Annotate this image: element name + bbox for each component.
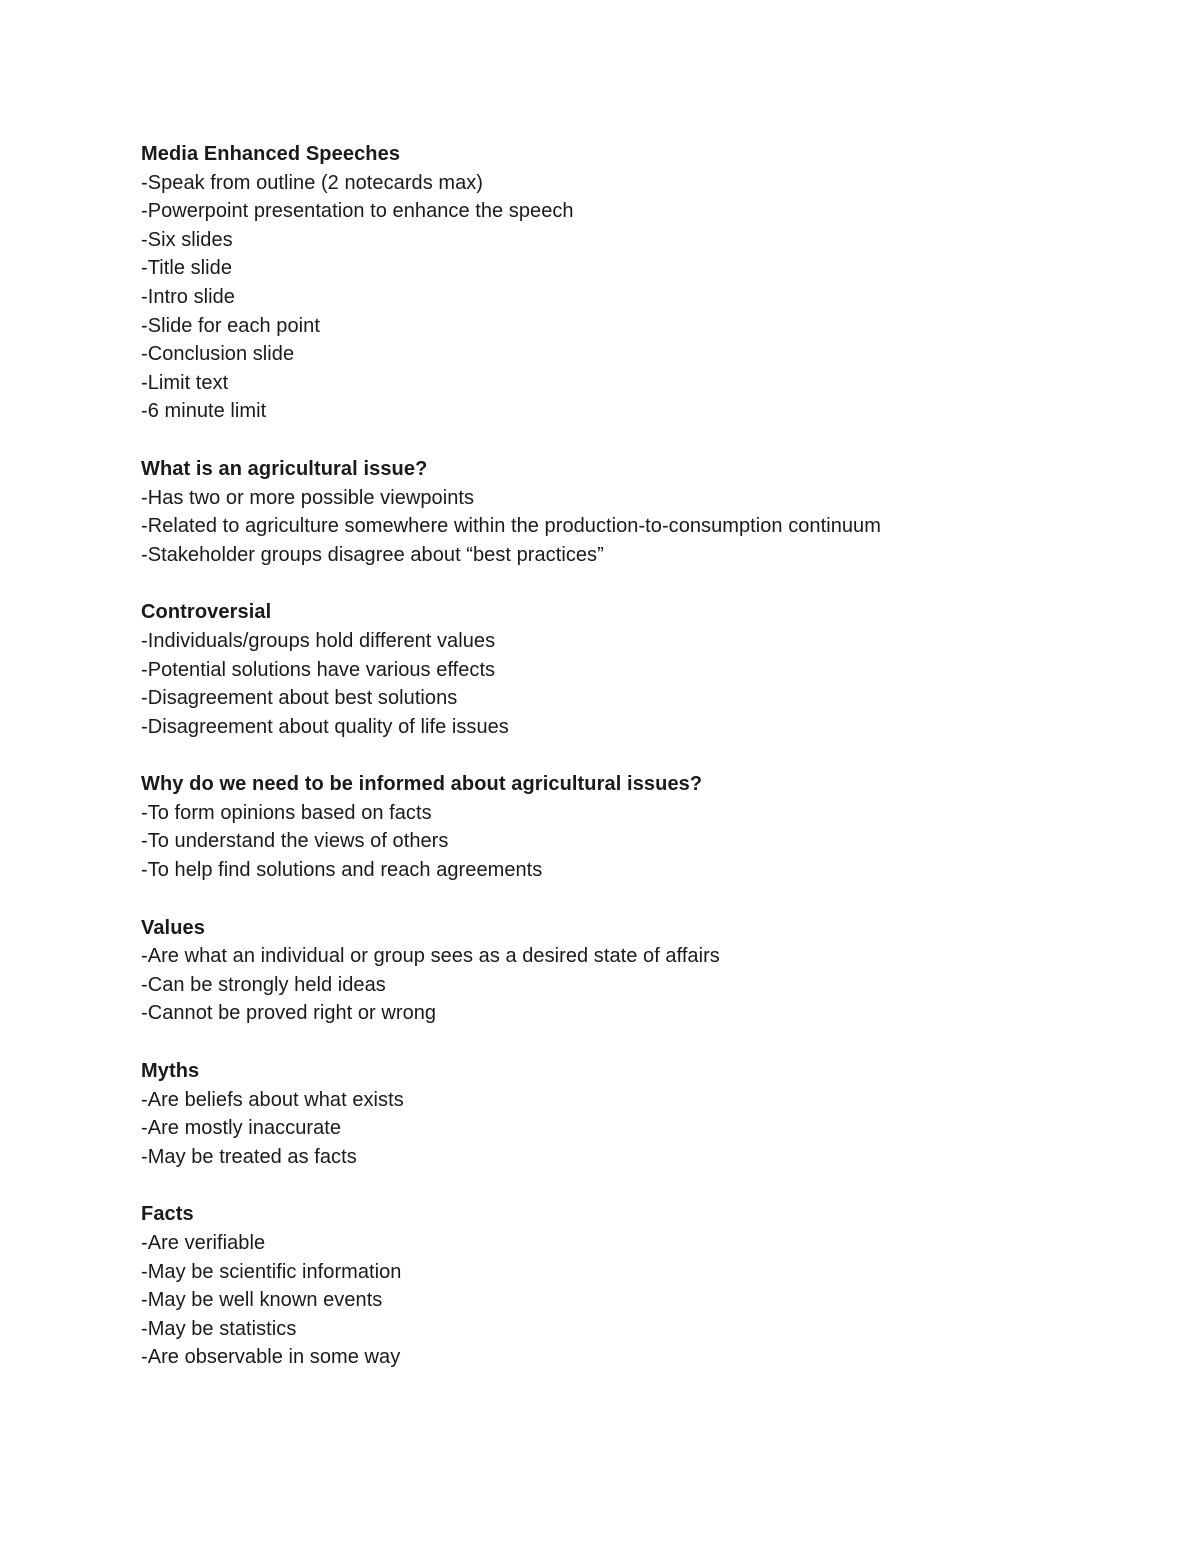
list-item: -May be well known events bbox=[141, 1289, 383, 1312]
list-item: -Speak from outline (2 notecards max) bbox=[141, 171, 483, 194]
list-item: -Powerpoint presentation to enhance the speech bbox=[141, 200, 574, 223]
list-item: -Can be strongly held ideas bbox=[141, 973, 386, 996]
list-item: -To help find solutions and reach agreements bbox=[141, 859, 543, 882]
list-item: -Potential solutions have various effects bbox=[141, 658, 496, 681]
section-heading: Values bbox=[141, 916, 205, 939]
list-item: -Title slide bbox=[141, 257, 232, 280]
list-item: -To form opinions based on facts bbox=[141, 801, 432, 824]
section-media-enhanced-speeches bbox=[141, 140, 1141, 426]
list-item: -Individuals/groups hold different values bbox=[141, 629, 496, 652]
list-item: -6 minute limit bbox=[141, 400, 267, 423]
list-item: -Are mostly inaccurate bbox=[141, 1117, 342, 1140]
section-heading: Controversial bbox=[141, 601, 272, 624]
list-item: -Slide for each point bbox=[141, 314, 320, 337]
list-item: -Disagreement about best solutions bbox=[141, 687, 458, 710]
section-heading: Myths bbox=[141, 1060, 200, 1083]
list-item: -Intro slide bbox=[141, 285, 235, 308]
list-item: -Cannot be proved right or wrong bbox=[141, 1002, 437, 1025]
list-item: -Has two or more possible viewpoints bbox=[141, 486, 475, 509]
section-myths bbox=[141, 1057, 1141, 1171]
section-heading: Media Enhanced Speeches bbox=[141, 143, 401, 165]
list-item: -Disagreement about quality of life issues bbox=[141, 715, 509, 738]
list-item: -To understand the views of others bbox=[141, 830, 449, 853]
list-item: -Six slides bbox=[141, 228, 233, 251]
list-item: -Related to agriculture somewhere within the production-to-consumption continuum bbox=[141, 515, 881, 538]
document-page bbox=[141, 140, 1141, 1401]
section-heading: Facts bbox=[141, 1203, 194, 1226]
list-item: -Are what an individual or group sees as a desired state of affairs bbox=[141, 945, 720, 968]
section-why-informed bbox=[141, 770, 1141, 884]
list-item: -Stakeholder groups disagree about “best practices” bbox=[141, 543, 604, 566]
section-facts bbox=[141, 1200, 1141, 1372]
section-heading: What is an agricultural issue? bbox=[141, 457, 428, 480]
list-item: -May be scientific information bbox=[141, 1260, 402, 1283]
list-item: -Limit text bbox=[141, 371, 229, 394]
section-heading: Why do we need to be informed about agricultural issues? bbox=[141, 773, 703, 796]
list-item: -May be treated as facts bbox=[141, 1145, 357, 1168]
list-item: -Are observable in some way bbox=[141, 1346, 401, 1369]
list-item: -Conclusion slide bbox=[141, 343, 295, 366]
list-item: -May be statistics bbox=[141, 1317, 297, 1340]
section-values bbox=[141, 914, 1141, 1028]
section-agricultural-issue bbox=[141, 455, 1141, 569]
section-controversial bbox=[141, 598, 1141, 741]
list-item: -Are verifiable bbox=[141, 1232, 266, 1254]
list-item: -Are beliefs about what exists bbox=[141, 1088, 404, 1111]
